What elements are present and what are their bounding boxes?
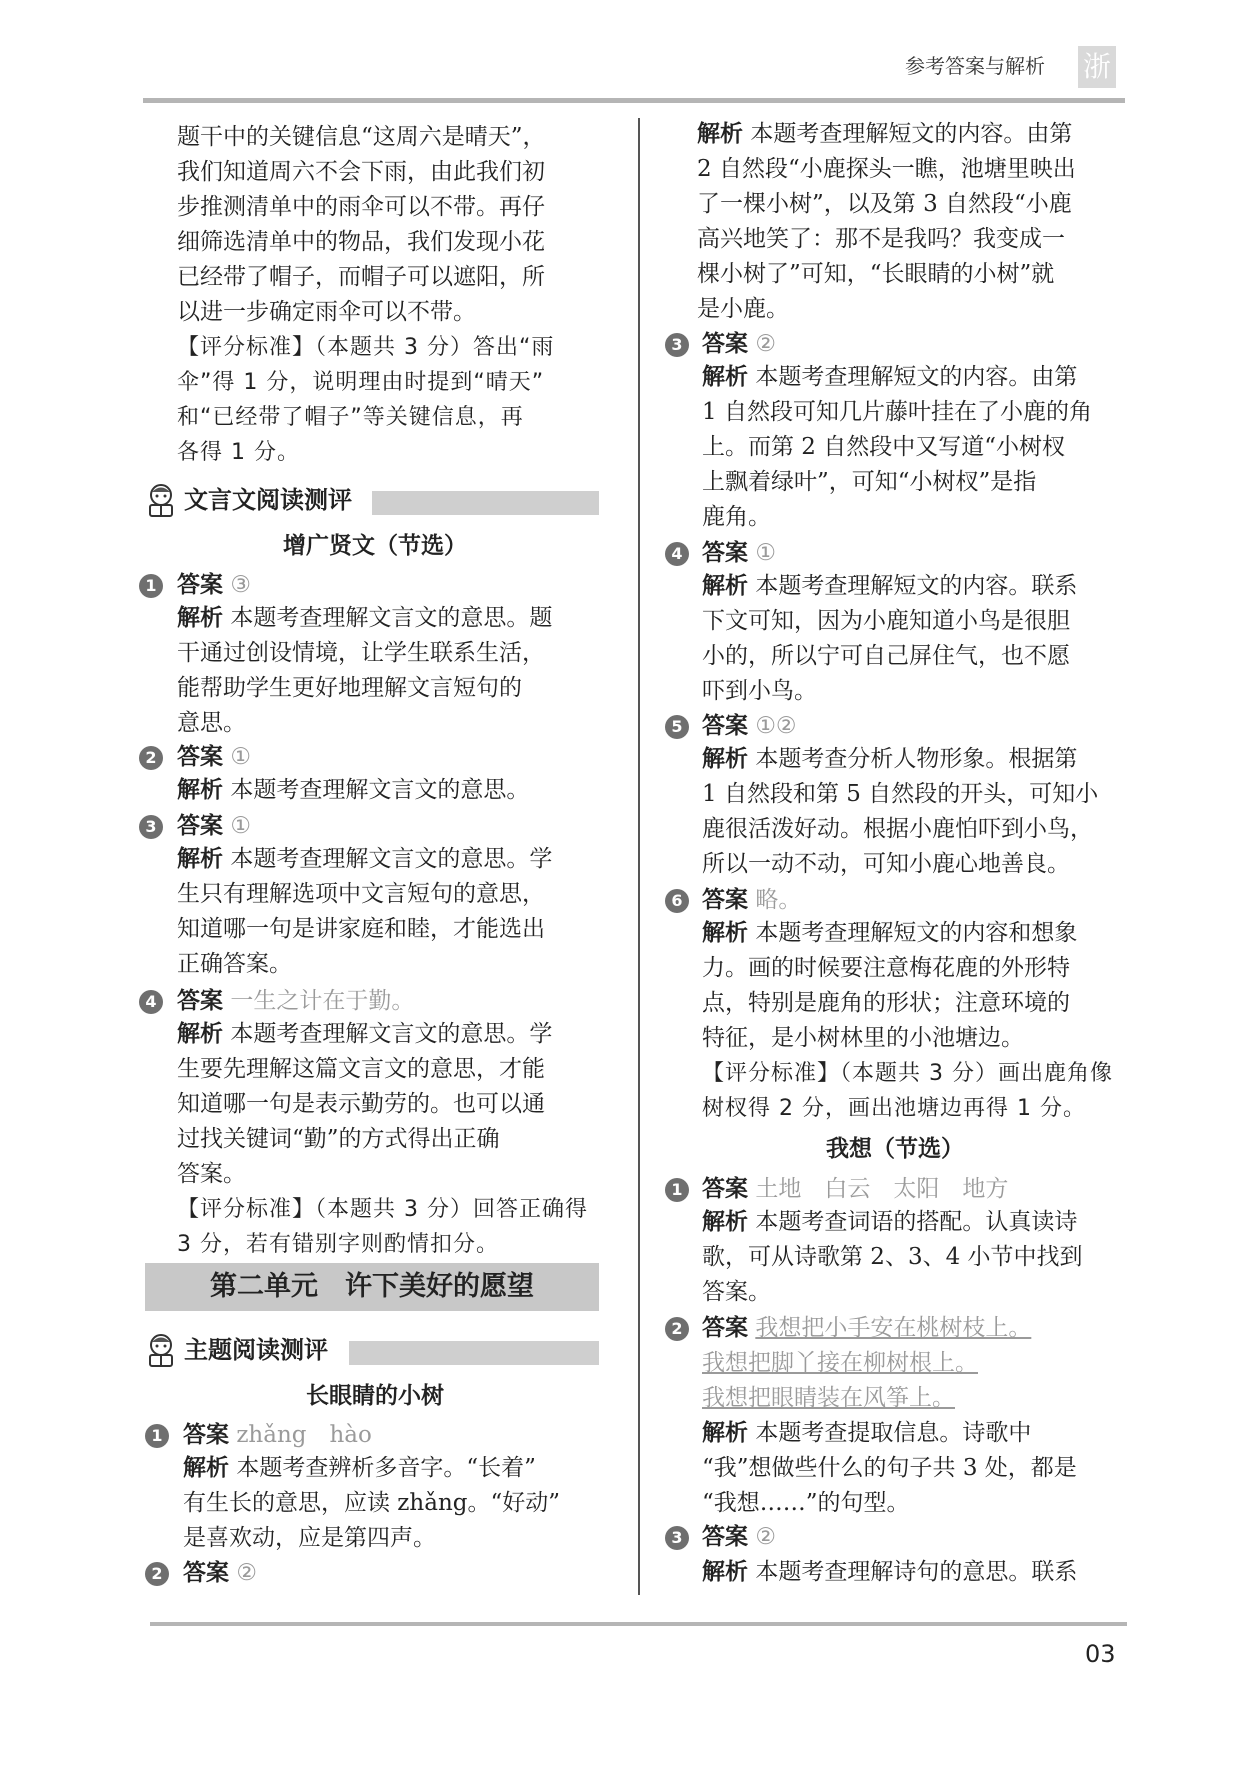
analysis-text: 特征，是小树林里的小池塘边。 — [702, 1025, 1024, 1051]
analysis-text: 高兴地笑了：那不是我吗？我变成一 — [697, 226, 1065, 252]
question-number: 3 — [665, 333, 689, 357]
analysis-label: 解析 — [702, 1209, 748, 1235]
heading-bar — [372, 491, 599, 515]
answer-value: ② — [755, 331, 776, 357]
question-number: 1 — [665, 1178, 689, 1202]
province-badge: 浙 — [1078, 46, 1116, 88]
analysis-text: 鹿很活泼好动。根据小鹿怕吓到小鸟， — [702, 816, 1093, 842]
text-line: 已经带了帽子，而帽子可以遮阳，所 — [177, 264, 545, 290]
question-number: 2 — [145, 1562, 169, 1586]
answer-value: 土地 白云 太阳 地方 — [755, 1176, 1009, 1202]
answer-value: 我想把眼睛装在风筝上。 — [702, 1385, 955, 1411]
analysis-text: 生只有理解选项中文言短句的意思， — [177, 881, 545, 907]
page-number: 03 — [1085, 1640, 1116, 1668]
analysis-text: 点，特别是鹿角的形状；注意环境的 — [702, 990, 1070, 1016]
section-heading-text: 主题阅读测评 — [184, 1336, 328, 1364]
answer-value: ② — [755, 1524, 776, 1550]
text-line: 细筛选清单中的物品，我们发现小花 — [177, 229, 545, 255]
analysis-text: 干通过创设情境，让学生联系生活， — [177, 640, 545, 666]
analysis-text: 本题考查提取信息。诗歌中 — [755, 1420, 1032, 1446]
question-number: 1 — [139, 574, 163, 598]
analysis-label: 解析 — [702, 573, 748, 599]
question-number: 5 — [665, 715, 689, 739]
scoring-standard: 【评分标准】（本题共 3 分）画出鹿角像 — [702, 1061, 1113, 1086]
analysis-text: 有生长的意思，应读 zhǎng。“好动” — [183, 1490, 561, 1516]
scoring-standard: 【评分标准】（本题共 3 分）回答正确得 — [177, 1197, 588, 1222]
analysis-text: 知道哪一句是讲家庭和睦，才能选出 — [177, 916, 545, 942]
question-number: 4 — [665, 542, 689, 566]
text-line: 步推测清单中的雨伞可以不带。再仔 — [177, 194, 545, 220]
answer-value: ② — [236, 1560, 257, 1586]
analysis-text: 小的，所以宁可自己屏住气，也不愿 — [702, 643, 1070, 669]
analysis-text: 本题考查理解文言文的意思。学 — [230, 1021, 553, 1047]
analysis-text: 是小鹿。 — [697, 296, 789, 322]
question-number: 1 — [145, 1424, 169, 1448]
answer-value: ① — [230, 813, 251, 839]
answer-label: 答案 — [183, 1560, 229, 1586]
answer-label: 答案 — [177, 744, 223, 770]
analysis-text: 歌，可从诗歌第 2、3、4 小节中找到 — [702, 1244, 1083, 1270]
analysis-text: 知道哪一句是表示勤劳的。也可以通 — [177, 1091, 545, 1117]
analysis-text: 是喜欢动，应是第四声。 — [183, 1525, 436, 1551]
section-heading-classical — [144, 483, 599, 517]
analysis-text: 意思。 — [177, 710, 246, 736]
question-number: 3 — [665, 1526, 689, 1550]
analysis-label: 解析 — [702, 920, 748, 946]
top-rule — [143, 98, 1125, 103]
answer-value: ① — [755, 540, 776, 566]
answer-label: 答案 — [702, 887, 748, 913]
answer-label: 答案 — [702, 540, 748, 566]
answer-value: zhǎng hào — [236, 1422, 372, 1448]
answer-value: ① — [230, 744, 251, 770]
question-number: 3 — [139, 815, 163, 839]
analysis-text: 正确答案。 — [177, 951, 292, 977]
answer-label: 答案 — [702, 1315, 748, 1341]
answer-label: 答案 — [183, 1422, 229, 1448]
analysis-text: 1 自然段可知几片藤叶挂在了小鹿的角 — [702, 399, 1092, 425]
analysis-label: 解析 — [702, 746, 748, 772]
analysis-text: 本题考查理解文言文的意思。题 — [230, 605, 553, 631]
analysis-text: 本题考查词语的搭配。认真读诗 — [755, 1209, 1078, 1235]
text-line: 题干中的关键信息“这周六是晴天”， — [177, 124, 546, 150]
analysis-text: 本题考查理解文言文的意思。 — [230, 777, 530, 803]
question-number: 2 — [139, 746, 163, 770]
unit-banner: 第二单元 许下美好的愿望 — [145, 1263, 599, 1311]
analysis-text: 棵小树了”可知，“长眼睛的小树”就 — [697, 261, 1055, 287]
answer-value: ①② — [755, 713, 797, 739]
student-reader-icon — [144, 1333, 178, 1367]
answer-value: 一生之计在于勤。 — [230, 988, 415, 1014]
analysis-text: 力。画的时候要注意梅花鹿的外形特 — [702, 955, 1070, 981]
analysis-text: 过找关键词“勤”的方式得出正确 — [177, 1126, 500, 1152]
scoring-standard: 各得 1 分。 — [177, 440, 300, 465]
scoring-standard: 【评分标准】（本题共 3 分）答出“雨 — [177, 335, 555, 360]
analysis-text: 本题考查理解短文的内容。由第 — [750, 121, 1073, 147]
answer-label: 答案 — [177, 988, 223, 1014]
text-line: 以进一步确定雨伞可以不带。 — [177, 299, 476, 325]
analysis-text: “我想……”的句型。 — [702, 1490, 910, 1516]
scoring-standard: 3 分，若有错别字则酌情扣分。 — [177, 1232, 499, 1257]
analysis-text: 本题考查理解文言文的意思。学 — [230, 846, 553, 872]
analysis-text: 能帮助学生更好地理解文言短句的 — [177, 675, 522, 701]
column-divider — [638, 118, 640, 1595]
bottom-rule — [150, 1622, 1127, 1626]
analysis-text: 1 自然段和第 5 自然段的开头，可知小 — [702, 781, 1099, 807]
question-number: 6 — [665, 889, 689, 913]
analysis-text: 鹿角。 — [702, 504, 771, 530]
question-number: 4 — [139, 990, 163, 1014]
answer-label: 答案 — [702, 1524, 748, 1550]
answer-value: 我想把脚丫接在柳树根上。 — [702, 1350, 978, 1376]
analysis-label: 解析 — [697, 121, 743, 147]
analysis-text: 2 自然段“小鹿探头一瞧，池塘里映出 — [697, 156, 1076, 182]
analysis-label: 解析 — [177, 1021, 223, 1047]
analysis-text: 答案。 — [702, 1279, 771, 1305]
answer-label: 答案 — [177, 813, 223, 839]
analysis-label: 解析 — [702, 364, 748, 390]
scoring-standard: 树杈得 2 分，画出池塘边再得 1 分。 — [702, 1096, 1086, 1121]
answer-value: 略。 — [755, 887, 802, 913]
text-line: 我们知道周六不会下雨，由此我们初 — [177, 159, 545, 185]
answer-label: 答案 — [702, 331, 748, 357]
answer-label: 答案 — [702, 1176, 748, 1202]
section-heading-text: 文言文阅读测评 — [184, 486, 352, 514]
passage-title: 长眼睛的小树 — [306, 1383, 444, 1409]
analysis-text: 上。而第 2 自然段中又写道“小树杈 — [702, 434, 1066, 460]
analysis-label: 解析 — [183, 1455, 229, 1481]
analysis-text: 上飘着绿叶”，可知“小树杈”是指 — [702, 469, 1037, 495]
heading-bar — [349, 1341, 599, 1365]
analysis-text: “我”想做些什么的句子共 3 处，都是 — [702, 1455, 1077, 1481]
analysis-text: 本题考查理解短文的内容和想象 — [755, 920, 1078, 946]
analysis-text: 所以一动不动，可知小鹿心地善良。 — [702, 851, 1070, 877]
analysis-label: 解析 — [177, 777, 223, 803]
analysis-text: 本题考查辨析多音字。“长着” — [236, 1455, 536, 1481]
answer-label: 答案 — [177, 572, 223, 598]
scoring-standard: 伞”得 1 分，说明理由时提到“晴天” — [177, 370, 545, 395]
analysis-label: 解析 — [177, 605, 223, 631]
answer-value: ③ — [230, 572, 251, 598]
analysis-text: 本题考查理解诗句的意思。联系 — [755, 1559, 1078, 1585]
analysis-text: 了一棵小树”，以及第 3 自然段“小鹿 — [697, 191, 1072, 217]
analysis-text: 生要先理解这篇文言文的意思，才能 — [177, 1056, 545, 1082]
header-title: 参考答案与解析 — [905, 54, 1045, 78]
analysis-label: 解析 — [702, 1420, 748, 1446]
analysis-text: 下文可知，因为小鹿知道小鸟是很胆 — [702, 608, 1070, 634]
section-heading-theme — [144, 1333, 599, 1367]
analysis-text: 本题考查理解短文的内容。联系 — [755, 573, 1078, 599]
analysis-text: 吓到小鸟。 — [702, 678, 817, 704]
question-number: 2 — [665, 1317, 689, 1341]
passage-title: 我想（节选） — [826, 1136, 964, 1162]
analysis-text: 本题考查分析人物形象。根据第 — [755, 746, 1078, 772]
analysis-text: 本题考查理解短文的内容。由第 — [755, 364, 1078, 390]
passage-title: 增广贤文（节选） — [283, 533, 467, 559]
answer-label: 答案 — [702, 713, 748, 739]
scoring-standard: 和“已经带了帽子”等关键信息，再 — [177, 405, 524, 430]
analysis-label: 解析 — [702, 1559, 748, 1585]
analysis-label: 解析 — [177, 846, 223, 872]
analysis-text: 答案。 — [177, 1161, 246, 1187]
answer-value: 我想把小手安在桃树枝上。 — [755, 1315, 1032, 1341]
student-reader-icon — [144, 483, 178, 517]
